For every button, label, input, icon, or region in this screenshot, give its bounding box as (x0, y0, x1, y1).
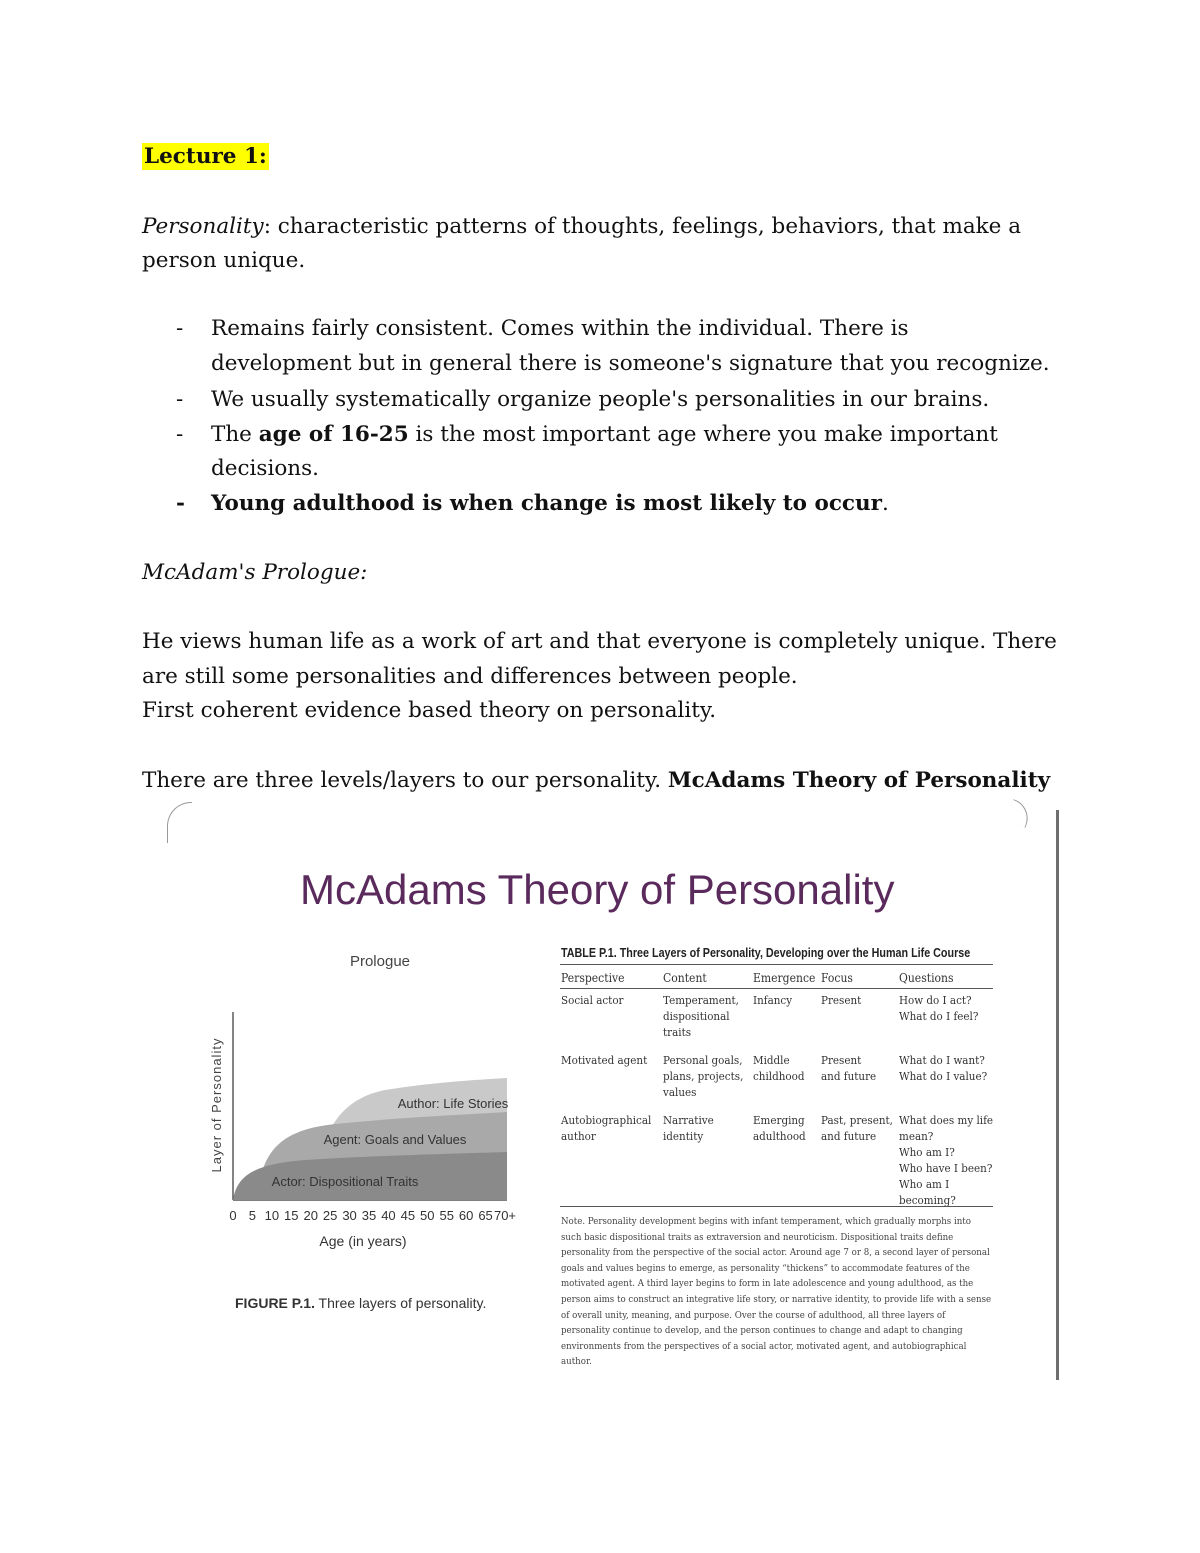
x-tick-label: 5 (248, 1208, 257, 1223)
x-tick-label: 70+ (493, 1208, 517, 1223)
table-cell: Middle childhood (753, 1053, 805, 1083)
table-cell: Present (821, 993, 862, 1007)
bullet-4-line-1: Young adulthood is when change is most likely to occur. (211, 491, 889, 516)
x-tick-label: 65 (478, 1208, 493, 1223)
bullet-3-line-1: The age of 16-25 is the most important age where you make important (211, 422, 998, 447)
bullet-2-line-1: We usually systematically organize people's personalities in our brains. (211, 387, 990, 412)
paragraph-line-1: He views human life as a work of art and that everyone is completely unique. There (142, 629, 1057, 654)
levels-line: There are three levels/layers to our personality. McAdams Theory of Personality (142, 768, 1051, 793)
figure-caption: FIGURE P.1. Three layers of personality. (235, 1295, 487, 1311)
chart-x-label: Age (in years) (319, 1233, 407, 1249)
table-cell: Emerging adulthood (753, 1113, 806, 1143)
table-header-cell: Questions (899, 971, 954, 985)
paragraph-line-3: First coherent evidence based theory on personality. (142, 698, 717, 723)
x-tick-label: 35 (361, 1208, 377, 1223)
table-cell: Temperament, dispositional traits (663, 993, 739, 1039)
table-cell: What do I want? What do I value? (899, 1053, 988, 1083)
x-tick-label: 20 (303, 1208, 318, 1223)
table-rule (560, 964, 993, 965)
bullet-3-line-2: decisions. (211, 456, 319, 481)
definition-line-1 (142, 210, 1021, 244)
x-tick-label: 10 (264, 1208, 280, 1223)
table-cell: Motivated agent (561, 1053, 648, 1067)
bullet-dash: - (176, 316, 184, 341)
layers-chart (195, 940, 555, 1360)
x-tick-label: 15 (284, 1208, 299, 1223)
table-cell: Infancy (753, 993, 793, 1007)
chart-y-label: Layer of Personality (209, 1037, 224, 1173)
image-right-border (1056, 810, 1059, 1380)
definition-term: Personality (142, 214, 264, 239)
prologue-heading: McAdam's Prologue: (142, 560, 368, 585)
table-cell: What does my life mean? Who am I? Who have I been? Who am I becoming? (899, 1113, 994, 1207)
x-tick-label: 50 (420, 1208, 435, 1223)
layer-label-author: Author: Life Stories (397, 1096, 509, 1111)
layer-label-agent: Agent: Goals and Values (323, 1132, 467, 1147)
bullet-dash: - (176, 491, 185, 516)
table-header-cell: Emergence (753, 971, 816, 985)
x-tick-label: 30 (342, 1208, 357, 1223)
lecture-heading: Lecture 1: (144, 144, 267, 169)
figure-title: McAdams Theory of Personality (300, 866, 895, 913)
table-rule (560, 1206, 993, 1207)
bullet-3-bold: age of 16-25 (258, 422, 409, 447)
image-corner-mark (1006, 799, 1034, 828)
x-tick-label: 0 (229, 1208, 237, 1223)
mcadams-figure (165, 800, 1065, 1380)
table-cell: Social actor (561, 993, 624, 1007)
table-header-cell: Focus (821, 971, 853, 985)
bullet-1-line-1: Remains fairly consistent. Comes within the individual. There is (211, 316, 909, 341)
bullet-1-line-2: development but in general there is someone's signature that you recognize. (211, 351, 1050, 376)
x-tick-label: 45 (400, 1208, 416, 1223)
definition-text: : characteristic patterns of thoughts, feelings, behaviors, that make a (263, 214, 1022, 239)
table-rule (560, 988, 993, 989)
table-cell: Personal goals, plans, projects, values (663, 1053, 744, 1099)
x-tick-label: 25 (322, 1208, 338, 1223)
x-tick-labels (229, 1208, 516, 1223)
table-header-cell: Perspective (561, 971, 625, 985)
chart-top-label: Prologue (349, 953, 411, 970)
table-cell: How do I act? What do I feel? (899, 993, 979, 1023)
table-header-cell: Content (663, 971, 707, 985)
definition-line-2: person unique. (142, 248, 306, 273)
bullet-dash: - (176, 422, 184, 447)
layer-label-actor: Actor: Dispositional Traits (271, 1174, 419, 1189)
table-cell: Present and future (821, 1053, 877, 1083)
x-tick-label: 40 (381, 1208, 396, 1223)
table-cell: Autobiographical author (561, 1113, 652, 1143)
table-cell: Narrative identity (663, 1113, 714, 1143)
x-tick-label: 60 (458, 1208, 474, 1223)
x-tick-label: 55 (439, 1208, 454, 1223)
table-cell: Past, present, and future (821, 1113, 893, 1143)
image-corner-mark (167, 802, 192, 843)
table-title: TABLE P.1. Three Layers of Personality, Developing over the Human Life Course (561, 946, 971, 960)
levels-line-bold: McAdams Theory of Personality (667, 768, 1051, 793)
bullet-dash: - (176, 387, 184, 412)
table-note: Note. Personality development begins with infant temperament, which gradually morphs into such basic dispositional traits as extraversion and neuroticism. Dispositional traits define personality from the perspective of the social actor. Around age 7 or 8, a second layer of personal goals and values begins to emerge, as personality “thickens” to accommodate features of the motivated agent. A third layer begins to form in late adolescence and young adulthood, as the person aims to construct an integrative life story, or narrative identity, to provide life with a sense of overall unity, meaning, and purpose. Over the course of adulthood, all three layers of personality continue to develop, and the person continues to change and adapt to changing environments from the perspectives of a social actor, motivated agent, and autobiographical author. (561, 1216, 992, 1368)
paragraph-line-2: are still some personalities and differences between people. (142, 664, 798, 689)
